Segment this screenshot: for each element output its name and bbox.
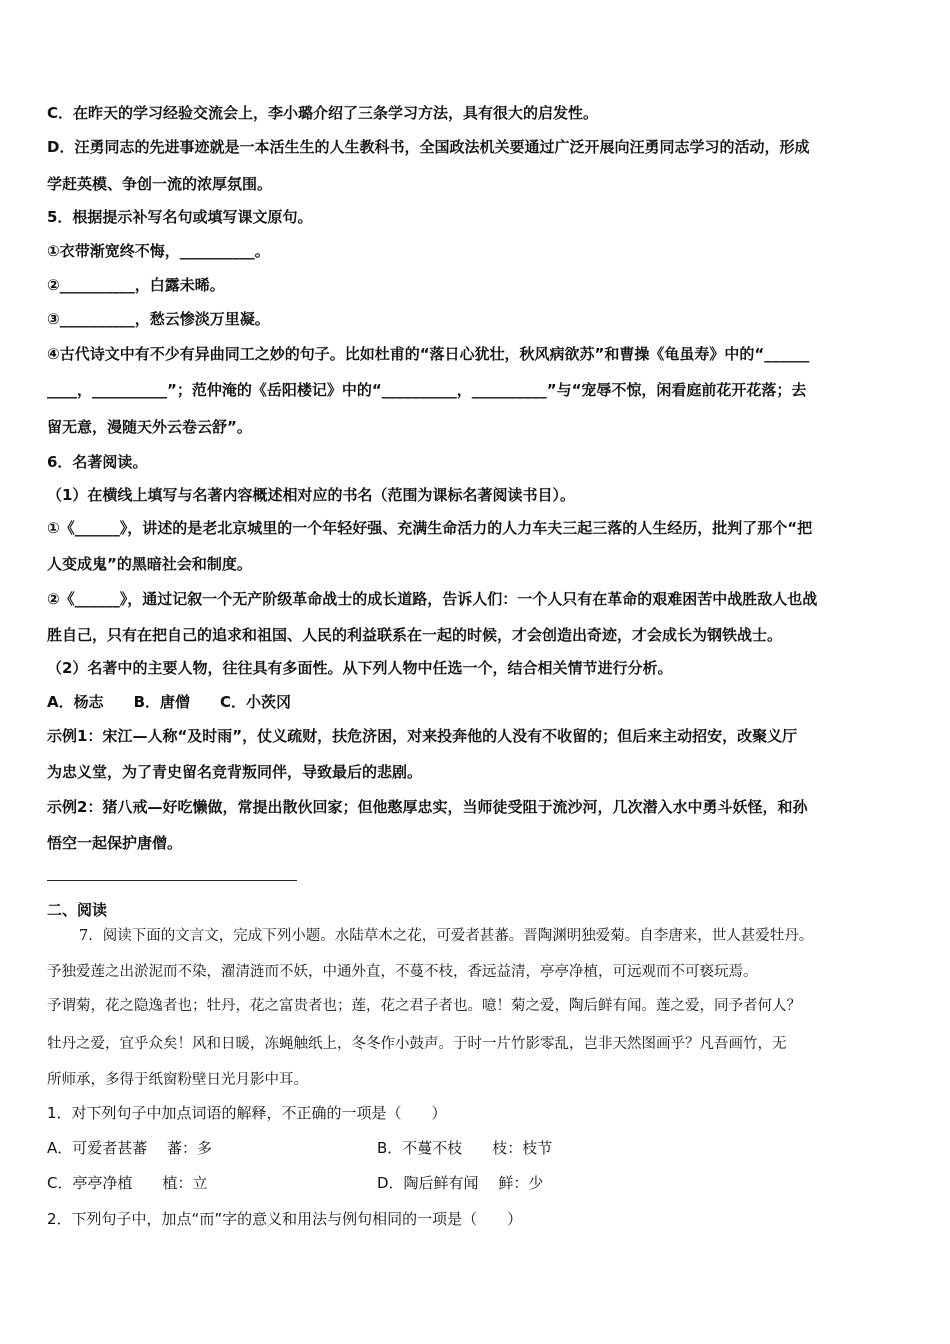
q5-item-3: ③__________，愁云惨淡万里凝。 bbox=[47, 310, 270, 328]
q6-item-2-line2: 胜自己，只有在把自己的追求和祖国、人民的利益联系在一起的时候，才会创造出奇迹，才会成长为钢铁战士。 bbox=[47, 626, 783, 644]
q6-example-2-line2: 悟空一起保护唐僧。 bbox=[47, 834, 183, 852]
q7-passage-line5: 所师承，多得于纸窗粉壁日光月影中耳。 bbox=[47, 1072, 308, 1088]
q6-example-1-line1: 示例1：宋江—人称“及时雨”，仗义疏财，扶危济困，对来投奔他的人没有不收留的；但后来主动招安，改聚义厅 bbox=[47, 727, 798, 745]
q7-passage-line2: 予独爱莲之出淤泥而不染，濯清涟而不妖，中通外直，不蔓不枝，香远益清，亭亭净植，可远观而不可亵玩焉。 bbox=[47, 964, 758, 980]
q6-character-choices: A．杨志 B．唐僧 C．小茨冈 bbox=[47, 693, 292, 711]
q4-option-d-line1: D．汪勇同志的先进事迹就是一本活生生的人生教科书，全国政法机关要通过广泛开展向汪勇同志学习的活动，形成 bbox=[47, 138, 810, 156]
q6-item-1-line2: 人变成鬼”的黑暗社会和制度。 bbox=[47, 555, 252, 573]
q7-passage-line3: 予谓菊，花之隐逸者也；牡丹，花之富贵者也；莲，花之君子者也。噫！菊之爱，陶后鲜有闻。莲之爱，同予者何人？ bbox=[47, 998, 801, 1014]
q7-subquestion-1: 1．对下列句子中加点词语的解释，不正确的一项是（ ） bbox=[47, 1104, 447, 1122]
q7-subquestion-2: 2．下列句子中，加点“而”字的意义和用法与例句相同的一项是（ ） bbox=[47, 1210, 523, 1228]
q6-item-2-line1: ②《______》，通过记叙一个无产阶级革命战士的成长道路，告诉人们：一个人只有在革命的艰难困苦中战胜敌人也战 bbox=[47, 590, 818, 608]
answer-divider-line bbox=[47, 880, 297, 881]
q7-1-option-c: C．亭亭净植 植：立 bbox=[47, 1174, 208, 1192]
q7-1-option-a: A．可爱者甚蕃 蕃：多 bbox=[47, 1139, 213, 1157]
q6-title: 6．名著阅读。 bbox=[47, 453, 148, 471]
q5-item-4-line1: ④古代诗文中有不少有异曲同工之妙的句子。比如杜甫的“落日心犹壮，秋风病欲苏”和曹操《龟虽寿》中的“______ bbox=[47, 345, 810, 363]
q6-part1-prompt: （1）在横线上填写与名著内容概述相对应的书名（范围为课标名著阅读书目）。 bbox=[47, 486, 575, 504]
q5-item-4-line3: 留无意，漫随天外云卷云舒”。 bbox=[47, 418, 252, 436]
q7-passage-line4: 牡丹之爱，宜乎众矣！风和日暖，冻蝇触纸上，冬冬作小鼓声。于时一片竹影零乱，岂非天然图画乎？凡吾画竹，无 bbox=[47, 1036, 787, 1052]
q5-title: 5．根据提示补写名句或填写课文原句。 bbox=[47, 208, 313, 226]
q5-item-4-line2: ____，__________”；范仲淹的《岳阳楼记》中的“__________，__________”与“宠辱不惊，闲看庭前花开花落；去 bbox=[47, 381, 807, 399]
q7-1-option-b: B．不蔓不枝 枝：枝节 bbox=[377, 1139, 553, 1157]
q4-option-d-line2: 学赶英模、争创一流的浓厚氛围。 bbox=[47, 175, 273, 193]
q4-option-c: C．在昨天的学习经验交流会上，李小璐介绍了三条学习方法，具有很大的启发性。 bbox=[47, 104, 599, 122]
q6-item-1-line1: ①《______》，讲述的是老北京城里的一个年轻好强、充满生命活力的人力车夫三起三落的人生经历，批判了那个“把 bbox=[47, 519, 813, 537]
q7-passage-line1: 7．阅读下面的文言文，完成下列小题。水陆草木之花，可爱者甚蕃。晋陶渊明独爱菊。自李唐来，世人甚爱牡丹。 bbox=[79, 928, 814, 944]
q7-1-option-d: D．陶后鲜有闻 鲜：少 bbox=[377, 1174, 544, 1192]
q5-item-1: ①衣带渐宽终不悔，__________。 bbox=[47, 242, 270, 260]
q6-example-2-line1: 示例2：猪八戒—好吃懒做，常提出散伙回家；但他憨厚忠实，当师徒受阻于流沙河，几次潜入水中勇斗妖怪，和孙 bbox=[47, 798, 808, 816]
section-title-reading: 二、阅读 bbox=[47, 901, 108, 919]
q6-example-1-line2: 为忠义堂，为了青史留名竞背叛同伴，导致最后的悲剧。 bbox=[47, 763, 423, 781]
q6-part2-prompt: （2）名著中的主要人物，往往具有多面性。从下列人物中任选一个，结合相关情节进行分析。 bbox=[47, 659, 673, 677]
q5-item-2: ②__________，白露未晞。 bbox=[47, 276, 225, 294]
